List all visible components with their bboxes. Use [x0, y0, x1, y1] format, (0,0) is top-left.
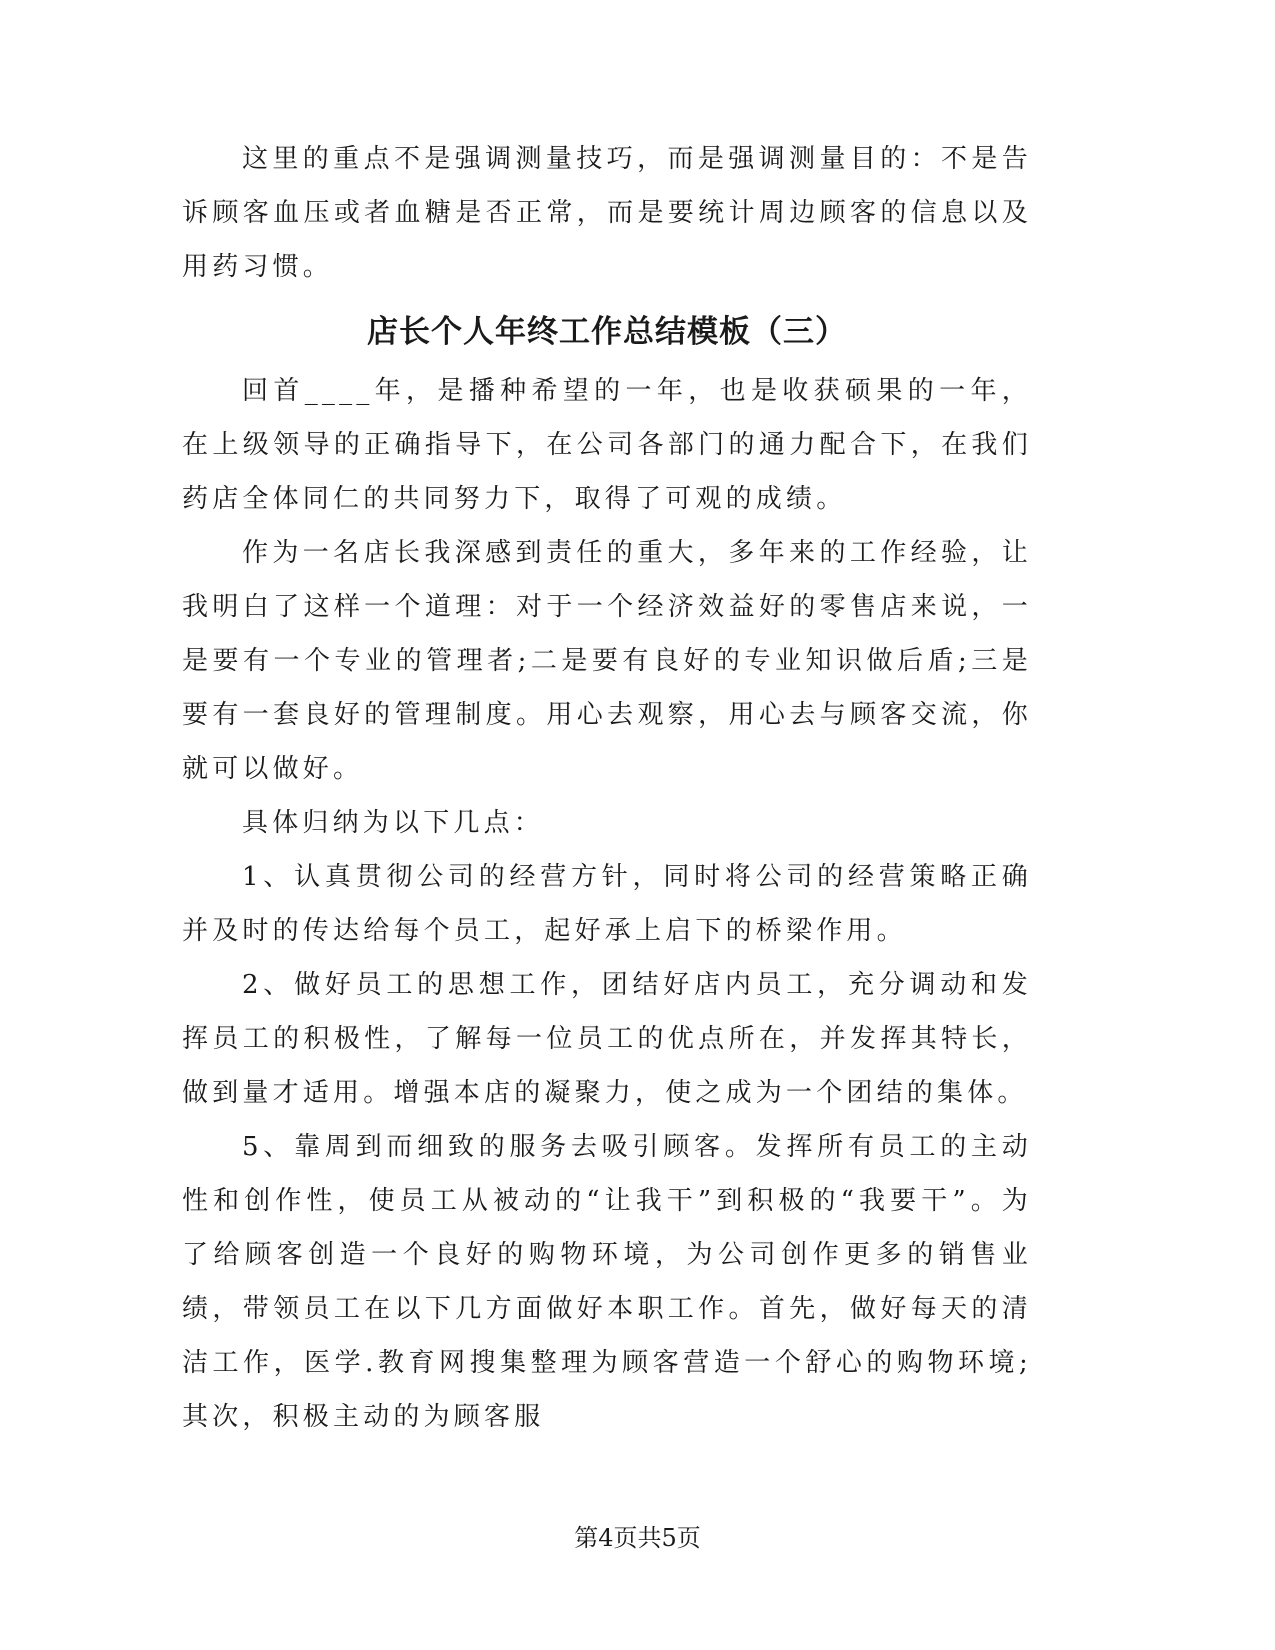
paragraph-1: 回首____年，是播种希望的一年，也是收获硕果的一年，在上级领导的正确指导下，在公司各部门的通力配合下，在我们药店全体同仁的共同努力下，取得了可观的成绩。 — [182, 376, 1032, 514]
paragraph-6: 5、靠周到而细致的服务去吸引顾客。发挥所有员工的主动性和创作性，使员工从被动的“让我干”到积极的“我要干”。为了给顾客创造一个良好的购物环境，为公司创作更多的销售业绩，带领员工在以下几方面做好本职工作。首先，做好每天的清洁工作，医学.教育网搜集整理为顾客营造一个舒心的购物环境;其次，积极主动的为顾客服 — [182, 1132, 1032, 1432]
paragraph-2: 作为一名店长我深感到责任的重大，多年来的工作经验，让我明白了这样一个道理：对于一个经济效益好的零售店来说，一是要有一个专业的管理者;二是要有良好的专业知识做后盾;三是要有一套良好的管理制度。用心去观察，用心去与顾客交流，你就可以做好。 — [182, 538, 1032, 784]
paragraph-5: 2、做好员工的思想工作，团结好店内员工，充分调动和发挥员工的积极性，了解每一位员工的优点所在，并发挥其特长，做到量才适用。增强本店的凝聚力，使之成为一个团结的集体。 — [182, 970, 1032, 1108]
document-body — [182, 132, 1032, 1444]
page-number-footer: 第4页共5页 — [574, 1524, 701, 1552]
paragraph-4: 1、认真贯彻公司的经营方针，同时将公司的经营策略正确并及时的传达给每个员工，起好承上启下的桥梁作用。 — [182, 862, 1032, 946]
paragraph-3: 具体归纳为以下几点： — [242, 808, 545, 838]
paragraph-intro: 这里的重点不是强调测量技巧，而是强调测量目的：不是告诉顾客血压或者血糖是否正常，而是要统计周边顾客的信息以及用药习惯。 — [182, 144, 1032, 282]
section-title: 店长个人年终工作总结模板（三） — [367, 314, 847, 350]
